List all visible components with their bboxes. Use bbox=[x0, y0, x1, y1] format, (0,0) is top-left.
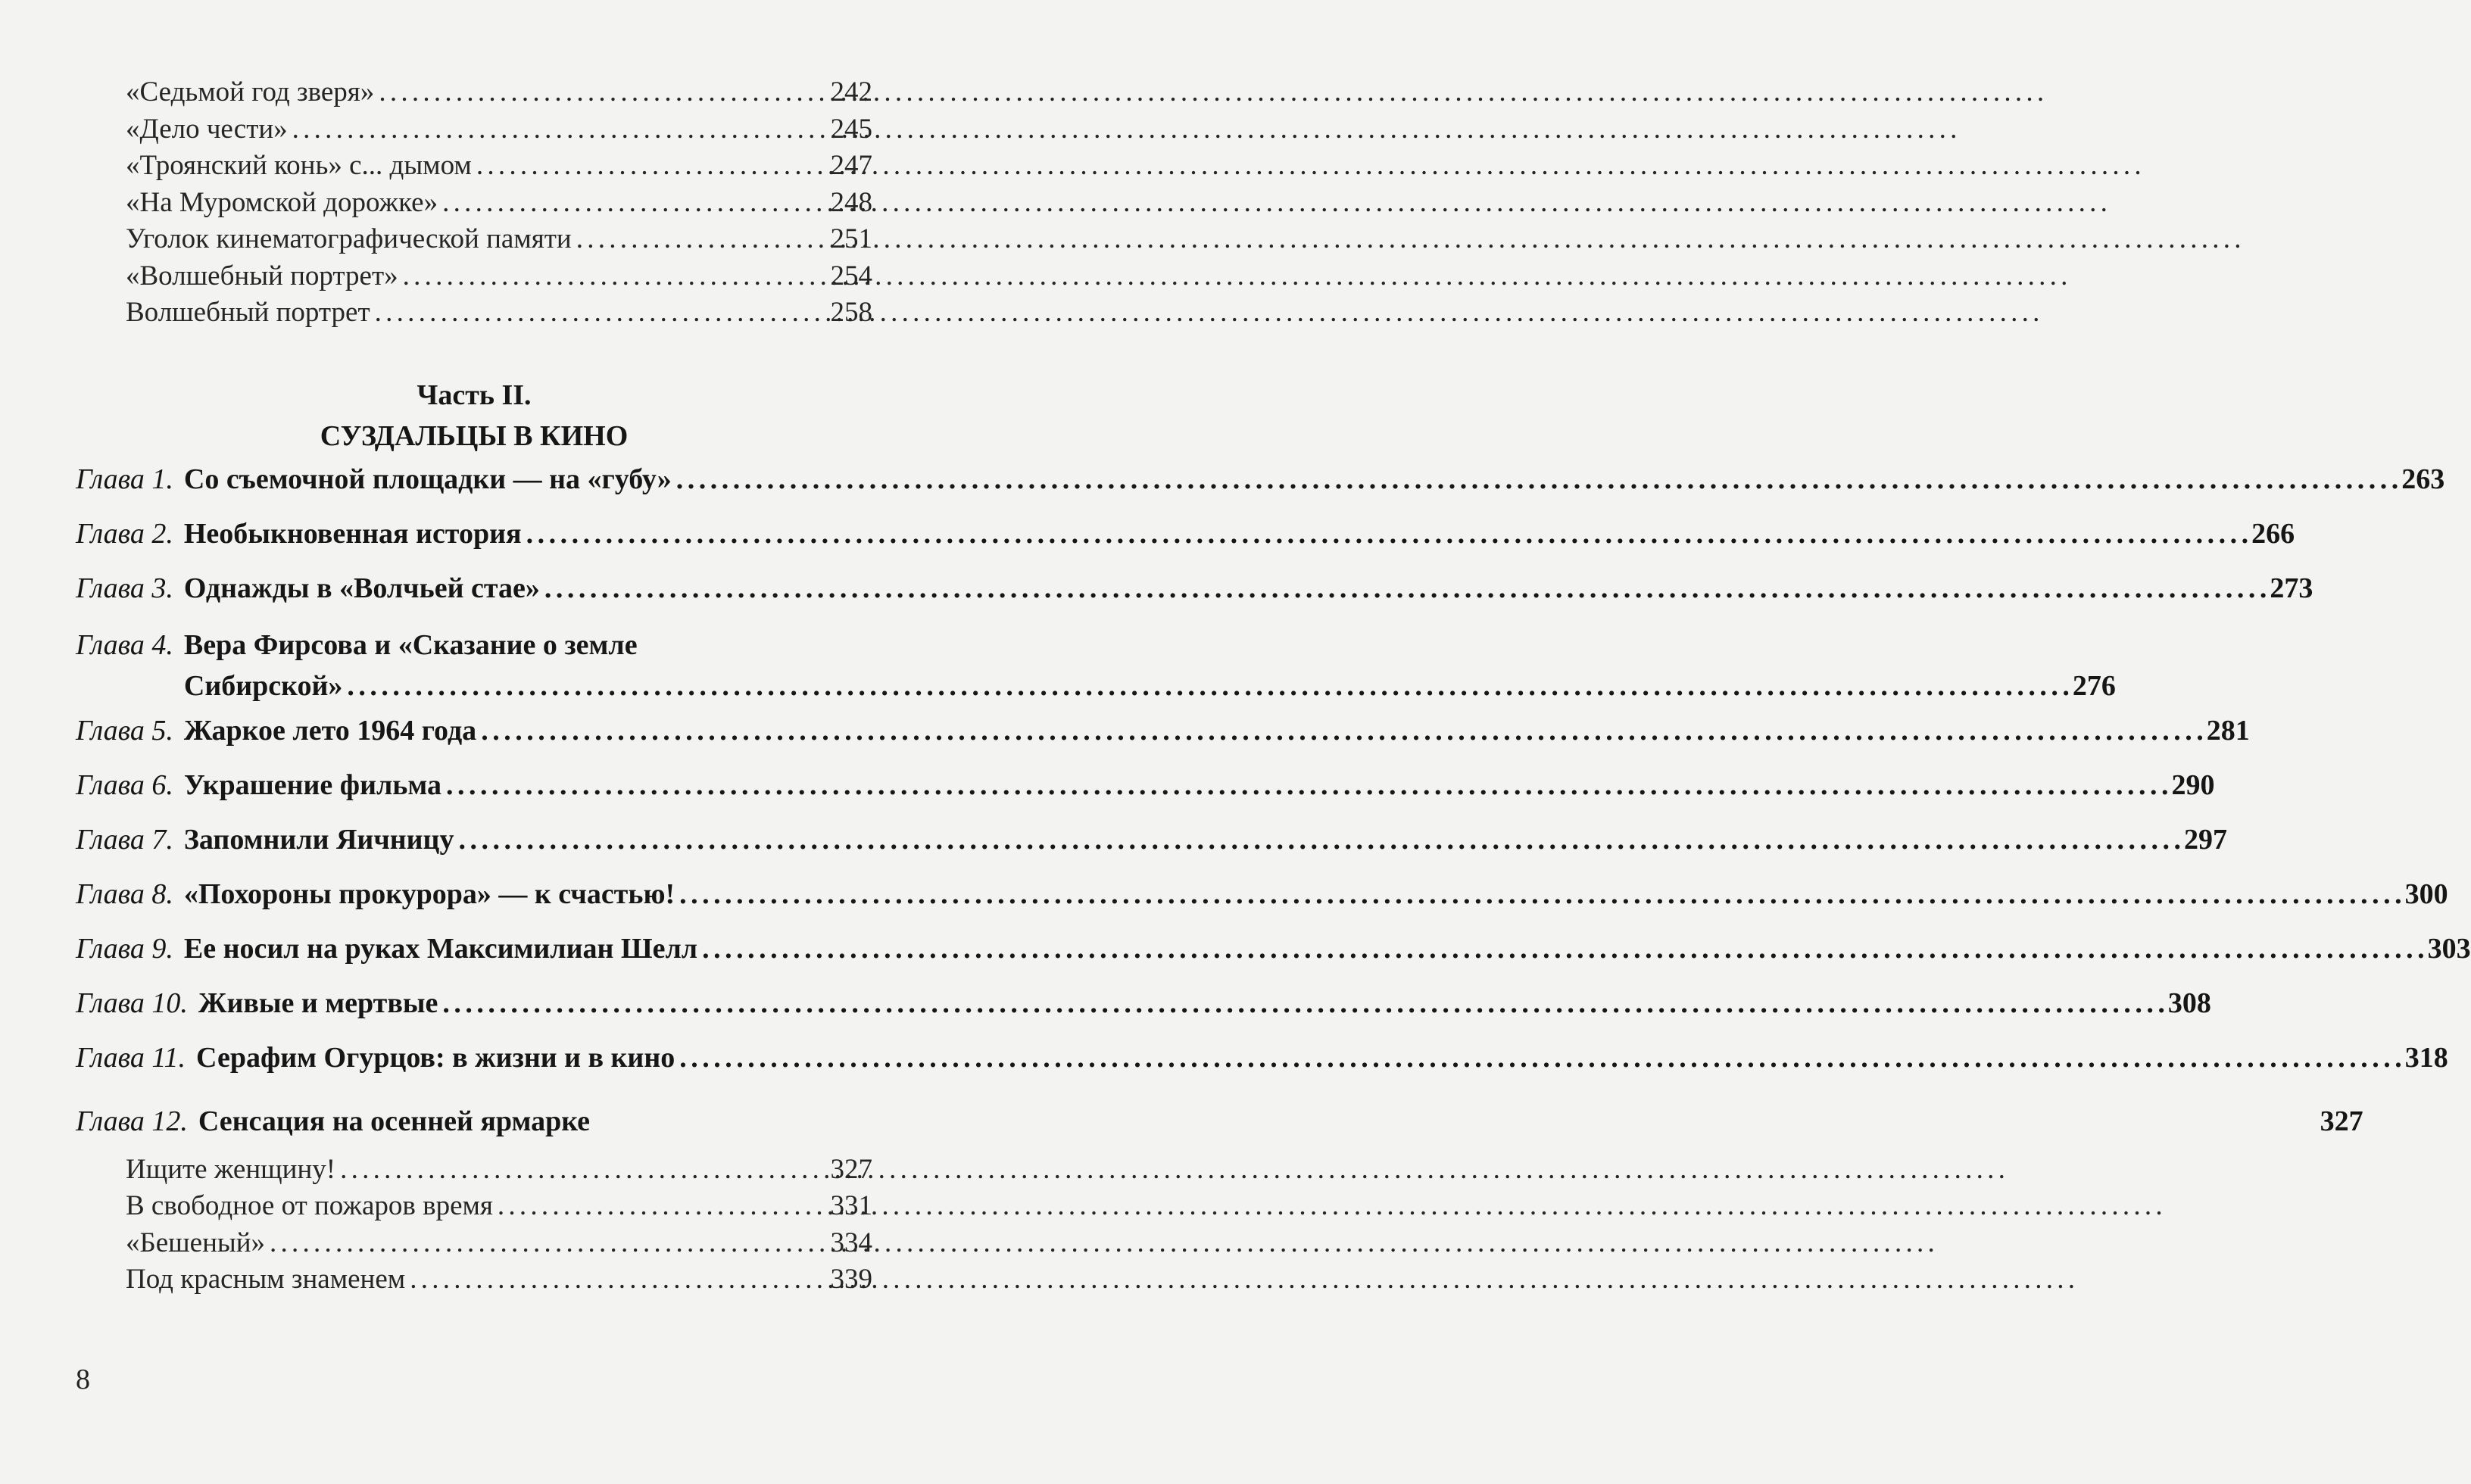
chapter-label: Глава 10. bbox=[76, 987, 188, 1019]
chapter-title-continued: Сибирской» bbox=[183, 669, 343, 702]
entry-title: В свободное от пожаров время bbox=[126, 1190, 493, 1221]
toc-entry bbox=[126, 113, 872, 150]
entry-title: Волшебный портрет bbox=[126, 297, 370, 328]
chapter-label: Глава 3. bbox=[76, 572, 173, 604]
chapter-page: 308 bbox=[2167, 987, 2211, 1019]
entry-page: 242 bbox=[830, 76, 872, 108]
chapter-page: 318 bbox=[2404, 1041, 2448, 1074]
leader-dots bbox=[576, 223, 826, 255]
leader-dots bbox=[379, 76, 825, 108]
chapter-page: 297 bbox=[2183, 823, 2227, 856]
entry-title: Уголок кинематографической памяти bbox=[126, 223, 572, 254]
leader-dots bbox=[476, 149, 826, 182]
chapter-entry bbox=[76, 572, 2313, 626]
chapter-page: 281 bbox=[2206, 714, 2250, 747]
chapter-entry bbox=[76, 768, 2215, 823]
chapter-page: 290 bbox=[2171, 768, 2215, 801]
chapter-label: Глава 11. bbox=[76, 1041, 186, 1074]
leader-dots bbox=[679, 878, 2401, 911]
toc-entry bbox=[126, 296, 872, 333]
entry-title: «На Муромской дорожке» bbox=[126, 186, 438, 218]
leader-dots bbox=[340, 1153, 825, 1186]
entry-page: 248 bbox=[830, 186, 872, 218]
page-number: 8 bbox=[76, 1364, 90, 1395]
entry-page: 327 bbox=[830, 1153, 872, 1185]
chapter-label: Глава 6. bbox=[76, 768, 173, 801]
chapter-page: 266 bbox=[2251, 517, 2295, 550]
entry-page: 245 bbox=[830, 113, 872, 145]
toc-entry bbox=[126, 223, 872, 260]
toc-entry bbox=[126, 1153, 872, 1190]
chapter-page: 300 bbox=[2404, 878, 2448, 910]
toc-entry bbox=[126, 76, 872, 113]
toc-entry bbox=[126, 149, 872, 186]
entry-page: 339 bbox=[830, 1264, 872, 1295]
chapter-label: Глава 1. bbox=[76, 463, 173, 495]
entry-page: 254 bbox=[830, 260, 872, 292]
section-entries-bottom bbox=[76, 1153, 872, 1300]
part-heading: Часть II. bbox=[417, 379, 532, 411]
leader-dots bbox=[526, 517, 2248, 550]
toc-entry bbox=[126, 1263, 872, 1300]
chapter-title: Запомнили Яичницу bbox=[183, 823, 454, 856]
entry-title: «Седьмой год зверя» bbox=[126, 76, 375, 108]
chapter-entry bbox=[76, 1041, 2448, 1096]
chapter-title: Со съемочной площадки — на «губу» bbox=[183, 463, 672, 495]
entry-page: 258 bbox=[830, 297, 872, 328]
toc-entry bbox=[126, 1227, 872, 1264]
leader-dots bbox=[270, 1227, 825, 1259]
part-title: СУЗДАЛЬЦЫ В КИНО bbox=[320, 419, 629, 452]
entry-page: 247 bbox=[830, 150, 872, 181]
table-of-contents bbox=[76, 76, 2471, 1300]
chapter-entry bbox=[76, 626, 2116, 714]
chapter-entry bbox=[76, 987, 2211, 1041]
chapter-label: Глава 7. bbox=[76, 823, 173, 856]
chapter-label: Глава 5. bbox=[76, 714, 173, 747]
leader-dots bbox=[442, 186, 825, 219]
section-entries-top bbox=[76, 76, 872, 333]
chapter-entry bbox=[76, 714, 2250, 768]
chapter-page: 273 bbox=[2270, 572, 2313, 604]
chapter-title: Вера Фирсова и «Сказание о земле bbox=[183, 628, 638, 661]
toc-entry bbox=[126, 260, 872, 297]
leader-dots bbox=[446, 768, 2167, 802]
entry-title: «Бешеный» bbox=[126, 1227, 266, 1258]
leader-dots bbox=[347, 667, 2068, 705]
leader-dots bbox=[544, 572, 2266, 605]
entry-title: «Дело чести» bbox=[126, 113, 288, 145]
chapter-entry bbox=[76, 1105, 2363, 1159]
chapter-title: Серафим Огурцов: в жизни и в кино bbox=[196, 1041, 675, 1074]
chapter-title: Однажды в «Волчьей стае» bbox=[183, 572, 540, 604]
chapter-label: Глава 4. bbox=[76, 628, 173, 661]
toc-entry bbox=[126, 186, 872, 223]
chapter-entry bbox=[76, 517, 2295, 572]
leader-dots bbox=[442, 987, 2164, 1020]
entry-page: 331 bbox=[830, 1190, 872, 1221]
leader-dots bbox=[498, 1189, 826, 1222]
chapter-label: Глава 12. bbox=[76, 1105, 188, 1137]
chapter-title: «Похороны прокурора» — к счастью! bbox=[183, 878, 675, 910]
entry-title: «Волшебный портрет» bbox=[126, 260, 398, 292]
chapter-title: Сенсация на осенней ярмарке bbox=[198, 1105, 591, 1137]
chapter-label: Глава 2. bbox=[76, 517, 173, 550]
chapter-page: 263 bbox=[2401, 463, 2445, 495]
leader-dots bbox=[676, 463, 2398, 496]
chapter-label: Глава 9. bbox=[76, 932, 173, 965]
chapter-entry bbox=[76, 463, 2445, 517]
chapter-page: 276 bbox=[2072, 669, 2116, 702]
entry-title: Под красным знаменем bbox=[126, 1264, 406, 1295]
chapter-list bbox=[76, 463, 2471, 1159]
leader-dots bbox=[458, 823, 2179, 856]
chapter-label: Глава 8. bbox=[76, 878, 173, 910]
leader-dots bbox=[410, 1263, 825, 1295]
leader-dots bbox=[702, 932, 2423, 965]
leader-dots bbox=[375, 296, 826, 329]
leader-dots bbox=[481, 714, 2202, 747]
chapter-entry bbox=[76, 823, 2227, 878]
entry-page: 334 bbox=[830, 1227, 872, 1258]
entry-title: «Троянский конь» с... дымом bbox=[126, 150, 472, 181]
chapter-entry bbox=[76, 878, 2448, 932]
chapter-entry bbox=[76, 932, 2471, 987]
entry-page: 251 bbox=[830, 223, 872, 254]
toc-entry bbox=[126, 1189, 872, 1227]
chapter-title: Необыкновенная история bbox=[183, 517, 522, 550]
leader-dots bbox=[292, 113, 826, 145]
chapter-page: 327 bbox=[2320, 1105, 2363, 1137]
chapter-page: 303 bbox=[2427, 932, 2471, 965]
entry-title: Ищите женщину! bbox=[126, 1153, 336, 1185]
chapter-title: Жаркое лето 1964 года bbox=[183, 714, 477, 747]
chapter-title: Украшение фильма bbox=[183, 768, 442, 801]
chapter-title: Ее носил на руках Максимилиан Шелл bbox=[183, 932, 698, 965]
leader-dots bbox=[403, 260, 826, 292]
chapter-title: Живые и мертвые bbox=[198, 987, 438, 1019]
leader-dots bbox=[679, 1041, 2401, 1074]
